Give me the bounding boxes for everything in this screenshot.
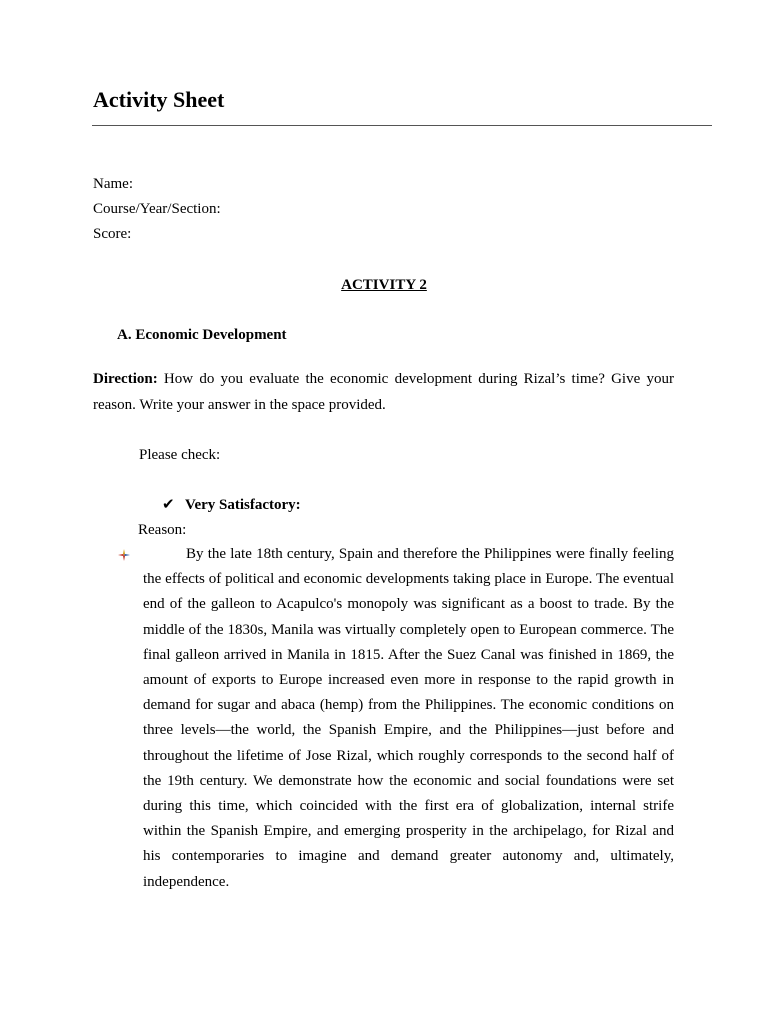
direction-paragraph <box>93 367 674 418</box>
section-heading: A. Economic Development <box>117 327 287 343</box>
please-check-label: Please check: <box>139 447 221 463</box>
title-divider <box>92 125 712 126</box>
activity-heading: ACTIVITY 2 <box>341 277 427 293</box>
reason-label: Reason: <box>138 522 187 538</box>
name-field-label: Name: <box>93 176 133 192</box>
page-title: Activity Sheet <box>93 87 225 112</box>
check-mark-icon: ✔ <box>162 495 175 513</box>
reason-paragraph: By the late 18th century, Spain and therefore the Philippines were finally feeling the effects of political and economic developments taking place in Europe. The eventual end of the galleon to Acapulco's monopoly was significant as a boost to trade. By the middle of the 1830s, Manila was virtually completely open to European commerce. The final galleon arrived in Manila in 1815. After the Suez Canal was finished in 1869, the amount of exports to Europe increased even more in response to the rapid growth in demand for sugar and abaca (hemp) from the Philippines. The economic conditions on three levels—the world, the Spanish Empire, and the Philippines—just before and throughout the lifetime of Jose Rizal, which roughly corresponds to the second half of the 19th century. We demonstrate how the economic and social foundations were set during this time, which coincided with the first era of globalization, internal strife within the Spanish Empire, and emerging prosperity in the archipelago, for Rizal and his contemporaries to imagine and demand greater autonomy and, ultimately, independence. <box>143 546 674 890</box>
checked-option-label: Very Satisfactory: <box>185 497 301 513</box>
direction-label: Direction: <box>93 371 158 387</box>
four-point-star-bullet-icon <box>118 549 130 561</box>
course-field-label: Course/Year/Section: <box>93 201 221 217</box>
score-field-label: Score: <box>93 226 132 242</box>
checked-option <box>162 494 301 515</box>
direction-text: How do you evaluate the economic development during Rizal’s time? Give your reason. Write your answer in the space provided. <box>93 371 674 413</box>
